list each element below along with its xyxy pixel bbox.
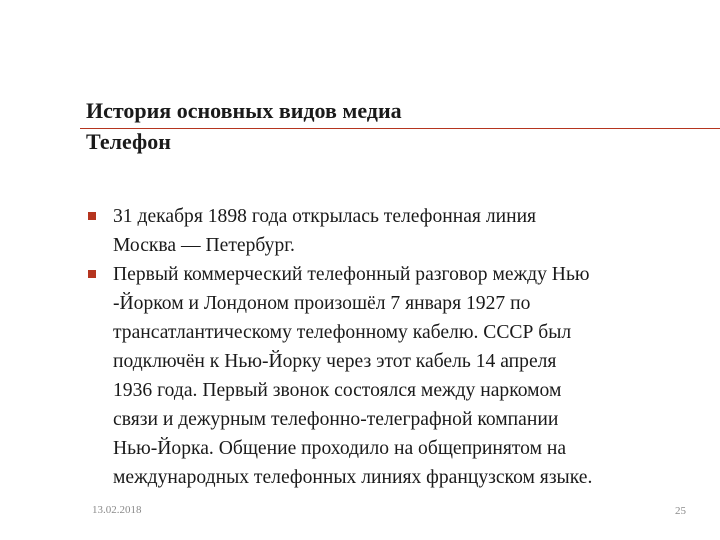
bullet-item <box>88 260 700 492</box>
bullet-list <box>88 202 700 492</box>
page-number: 25 <box>675 505 686 517</box>
bullet-text-line: -Йорком и Лондоном произошёл 7 января 1927 по <box>113 293 531 314</box>
bullet-text-line: Нью-Йорка. Общение проходило на общепринятом на <box>113 438 567 459</box>
bullet-item <box>88 202 700 260</box>
bullet-text-line: связи и дежурным телефонно-телеграфной компании <box>113 409 559 430</box>
bullet-text-line: международных телефонных линиях французском языке. <box>113 467 593 488</box>
footer-date: 13.02.2018 <box>92 504 142 516</box>
square-bullet-icon <box>88 270 96 278</box>
bullet-text-line: 31 декабря 1898 года открылась телефонная линия <box>113 206 537 227</box>
title-divider <box>80 128 720 129</box>
slide-title-line-1: История основных видов медиа <box>86 98 402 123</box>
slide-title-line-2: Телефон <box>86 129 171 154</box>
bullet-text-line: Первый коммерческий телефонный разговор между Нью <box>113 264 590 285</box>
bullet-text-line: трансатлантическому телефонному кабелю. СССР был <box>113 322 572 343</box>
bullet-text-line: 1936 года. Первый звонок состоялся между наркомом <box>113 380 562 401</box>
square-bullet-icon <box>88 212 96 220</box>
bullet-text-line: подключён к Нью-Йорку через этот кабель 14 апреля <box>113 351 557 372</box>
slide-title <box>86 95 686 157</box>
bullet-text-line: Москва — Петербург. <box>113 235 295 256</box>
